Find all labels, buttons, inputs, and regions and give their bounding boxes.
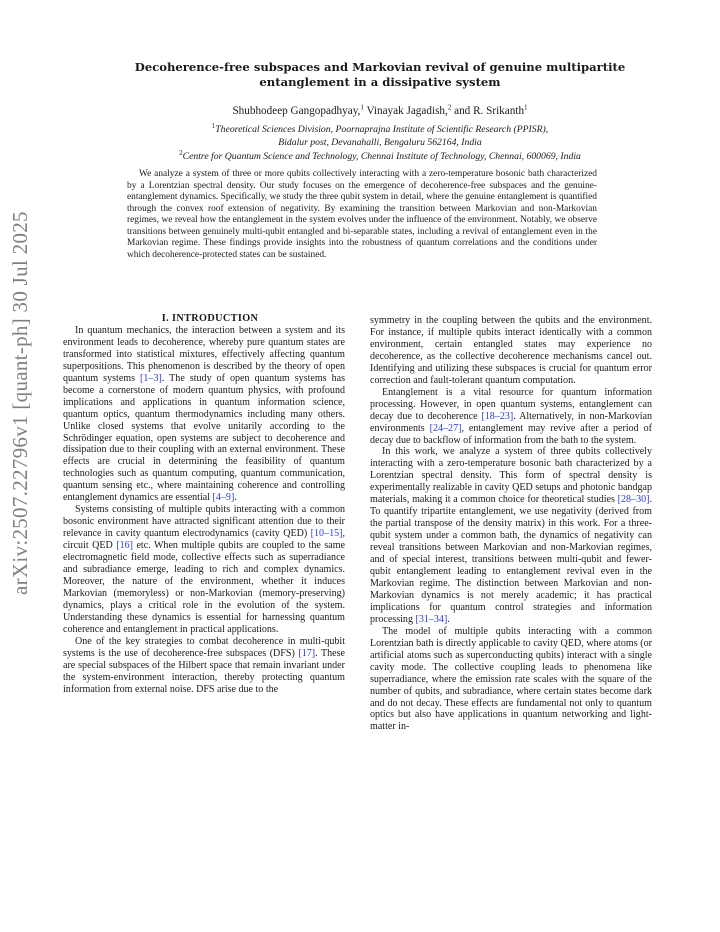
citation-link[interactable]: [16]	[116, 540, 133, 552]
author-1: Shubhodeep Gangopadhyay,	[232, 105, 361, 117]
affiliation-1	[60, 121, 700, 149]
intro-paragraph-4: Entanglement is a vital resource for quantum information processing. However, in open quantum systems, entanglement can decay due to decoherence [18–23]. Alternatively, in non-Markovian environments [24–27], entanglement may revive after a period of decay due to backflow of information from the bath to the system.	[370, 386, 652, 446]
intro-paragraph-6: The model of multiple qubits interacting with a common Lorentzian bath is directly applicable to cavity QED, where atoms (or artificial atoms such as superconducting qubits) interact with a single cavity mode. The collective coupling leads to phenomena like superradiance, where the emission rate scales with the square of the number of qubits, and subradiance, where certain states become dark and do not decay. These effects are fundamental not only to quantum optics but also have applications in quantum networking and light-matter in-	[370, 625, 652, 733]
affiliation-2-marker: 2	[179, 148, 183, 157]
intro-paragraph-1: In quantum mechanics, the interaction between a system and its environment leads to decoherence, whereby pure quantum states are transformed into statistical mixtures, effectively affecting quantum superpositions. This phenomenon is described by the theory of open quantum systems [1–3]. The study of open quantum systems has become a cornerstone of modern quantum physics, with profound implications and applications in quantum information science, quantum optics, quantum thermodynamics including many others. Unlike closed systems that evolve unitarily according to the Schrödinger equation, open systems are subject to decoherence and dissipation due to their coupling with an external environment. These effects are crucial in determining the feasibility of quantum technologies such as quantum computing, quantum communication, quantum sensing etc., where maintaining coherence and controlling entanglement dynamics are essential [4–9].	[63, 324, 345, 504]
title-line-1: Decoherence-free subspaces and Markovian revival of genuine multipartite	[134, 60, 626, 74]
affiliation-1-line-2: Bidalur post, Devanahalli, Bengaluru 562164, India	[278, 136, 482, 148]
affiliation-2	[60, 148, 700, 164]
citation-link[interactable]: [10–15]	[310, 528, 343, 540]
intro-paragraph-2: Systems consisting of multiple qubits interacting with a common bosonic environment have attracted significant attention due to their relevance in cavity quantum electrodynamics (cavity QED) [10–15], circuit QED [16] etc. When multiple qubits are coupled to the same electromagnetic field mode, collective effects such as superradiance and subradiance emerge, leading to rich and complex dynamics. Moreover, the nature of the environment, whether it induces Markovian (memoryless) or non-Markovian (memory-preserving) dynamics, plays a critical role in the evolution of the system. Understanding these dynamics is essential for harnessing quantum coherence and entanglement in practical applications.	[63, 504, 345, 635]
section-heading: I. INTRODUCTION	[161, 313, 259, 324]
paper-title	[80, 60, 680, 90]
intro-paragraph-3-cont: symmetry in the coupling between the qubits and the environment. For instance, if multiple qubits interact identically with a common environment, certain entangled states may experience no decoherence, as the collective decoherence mechanisms cancel out. Identifying and utilizing these subspaces is crucial for quantum error correction and fault-tolerant quantum computation.	[370, 315, 652, 386]
intro-paragraph-5: In this work, we analyze a system of three qubits collectively interacting with a zero-temperature bosonic bath characterized by a Lorentzian spectral density. This form of spectral density is experimentally realizable in cavity QED setups and photonic bandgap materials, making it a common choice for theoretical studies [28–30]. To quantify tripartite entanglement, we use negativity (derived from the partial transpose of the density matrix) in this work. For a three-qubit system under a common bath, the dynamics of negativity can reveal transitions between Markovian and non-Markovian regimes, and of special interest, transitions between multi-qubit and fewer-qubit entanglement leading to entanglement revival even in the Markovian regime. The distinction between Markovian and non-Markovian dynamics is not merely academic; it has practical implications for quantum control strategies and information processing [31–34].	[370, 446, 652, 625]
author-2-affil: 2	[447, 103, 452, 112]
intro-paragraph-3: One of the key strategies to combat decoherence in multi-qubit systems is the use of decoherence-free subspaces (DFS) [17]. These are special subspaces of the Hilbert space that remain invariant under the system-environment interaction, thereby protecting quantum information from external noise. DFS arise due to the	[63, 635, 345, 695]
citation-link[interactable]: [24–27]	[429, 422, 462, 434]
citation-link[interactable]: [28–30]	[617, 494, 650, 506]
abstract: We analyze a system of three or more qubits collectively interacting with a zero-temperature bosonic bath characterized by a Lorentzian spectral density. Our study focuses on the emergence of decoherence-free subspaces and the genuine-entanglement dynamics. Specifically, we study the three qubit system in detail, where the genuine entanglement is quantified through the convex roof extension of negativity. By examining the transition between Markovian and non-Markovian regimes, we reveal how the entanglement in the system evolves under the influence of the environment. Notably, we observe transitions between genuinely multi-qubit entangled and bi-separable states, including a revival of entanglement even in the Markovian regime. These findings provide insights into the robustness of quantum correlations and the conditions under which decoherence-protected states can be sustained.	[127, 169, 597, 260]
citation-link[interactable]: [1–3]	[140, 372, 162, 384]
affiliation-2-line-1: Centre for Quantum Science and Technology, Chennai Institute of Technology, Chennai, 600069, India	[182, 151, 581, 162]
author-3-affil: 1	[524, 103, 528, 112]
title-line-2: entanglement in a dissipative system	[259, 75, 501, 89]
author-2: Vinayak Jagadish,	[366, 105, 448, 117]
right-column	[370, 315, 652, 733]
citation-link[interactable]: [4–9]	[212, 492, 235, 504]
left-column	[63, 313, 345, 696]
arxiv-stamp[interactable]: arXiv:2507.22796v1 [quant-ph] 30 Jul 2025	[8, 211, 32, 595]
citation-link[interactable]: [31–34]	[415, 613, 448, 625]
affiliation-1-marker: 1	[211, 121, 216, 130]
affiliation-1-line-1: Theoretical Sciences Division, Poornaprajna Institute of Scientific Research (PPISR),	[215, 124, 549, 135]
citation-link[interactable]: [17]	[298, 647, 316, 659]
author-3: and R. Srikanth	[454, 105, 525, 117]
author-list	[80, 105, 680, 117]
citation-link[interactable]: [18–23]	[481, 410, 514, 422]
author-1-affil: 1	[360, 103, 364, 112]
